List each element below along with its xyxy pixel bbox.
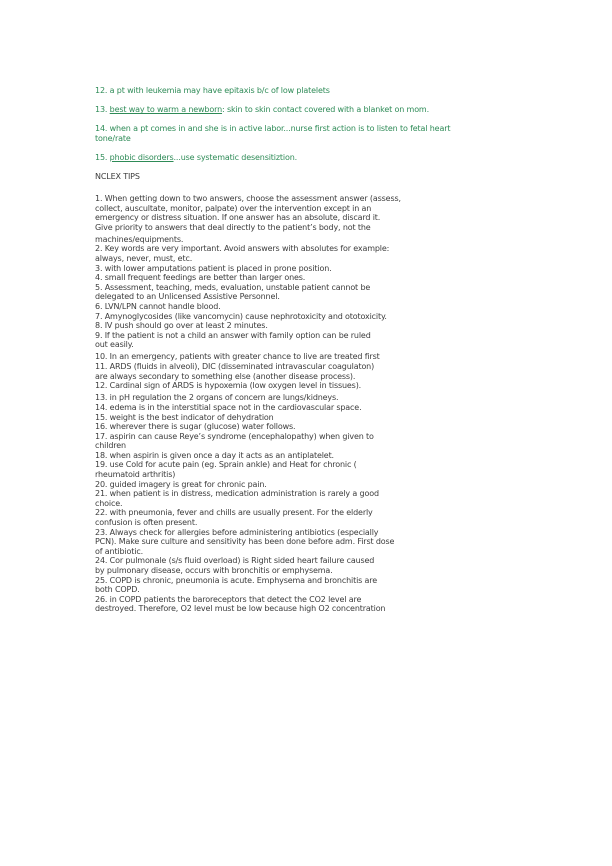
tip-line: 5. Assessment, teaching, meds, evaluation, unstable patient cannot be [95, 282, 371, 292]
tip-line: Give priority to answers that deal directly to the patient’s body, not the [95, 222, 371, 232]
text-segment: 15. [95, 153, 110, 163]
tip-line: 12. Cardinal sign of ARDS is hypoxemia (low oxygen level in tissues). [95, 381, 362, 391]
tip-line: by pulmonary disease, occurs with bronchitis or emphysema. [95, 566, 333, 575]
tip-line: rheumatoid arthritis) [95, 470, 176, 480]
tip-line: collect, auscultate, monitor, palpate) over the intervention except in an [95, 203, 372, 213]
tip-line: PCN). Make sure culture and sensitivity has been done before adm. First dose [95, 537, 395, 547]
tip-line: 3. with lower amputations patient is placed in prone position. [95, 263, 332, 273]
text-segment: 14. when a pt comes in and she is in active labor...nurse first action is to listen to fetal heart [95, 124, 451, 134]
section-heading: NCLEX TIPS [95, 172, 140, 182]
intro-line [95, 105, 530, 115]
tip-line: 21. when patient is in distress, medication administration is rarely a good [95, 489, 379, 499]
tip-line: 7. Amynoglycosides (like vancomycin) cause nephrotoxicity and ototoxicity. [95, 311, 387, 321]
intro-line [95, 134, 530, 144]
tip-line: always, never, must, etc. [95, 254, 193, 263]
text-segment: ...use systematic desensitiztion. [173, 153, 298, 163]
tip-line: emergency or distress situation. If one answer has an absolute, discard it. [95, 213, 381, 223]
tip-line: out easily. [95, 340, 134, 350]
tip-line: confusion is often present. [95, 518, 198, 528]
text-segment: : skin to skin contact covered with a blanket on mom. [222, 105, 429, 115]
tip-line: both COPD. [95, 585, 140, 595]
tip-line: 19. use Cold for acute pain (eg. Sprain ankle) and Heat for chronic ( [95, 460, 357, 470]
intro-line [95, 86, 530, 96]
tip-line: 25. COPD is chronic, pneumonia is acute. Emphysema and bronchitis are [95, 575, 378, 585]
tip-line: 15. weight is the best indicator of dehydration [95, 412, 274, 422]
text-segment: 13. [95, 105, 110, 115]
tips-list [95, 194, 530, 614]
intro-item [95, 86, 530, 96]
tip-line: 1. When getting down to two answers, choose the assessment answer (assess, [95, 193, 401, 203]
tip-line: 17. aspirin can cause Reye’s syndrome (encephalopathy) when given to [95, 431, 374, 441]
tip-line: are always secondary to something else (another disease process). [95, 371, 356, 381]
tip-line: delegated to an Unlicensed Assistive Personnel. [95, 292, 280, 302]
tip-line: destroyed. Therefore, O2 level must be low because high O2 concentration [95, 604, 386, 614]
text-segment: tone/rate [95, 133, 131, 143]
intro-section [95, 86, 530, 163]
document-content [95, 86, 530, 614]
tip-line: 22. with pneumonia, fever and chills are usually present. For the elderly [95, 508, 373, 518]
tip-line: 10. In an emergency, patients with greater chance to live are treated first [95, 352, 380, 362]
tip-line: choice. [95, 498, 123, 508]
tip-line: 20. guided imagery is great for chronic pain. [95, 479, 267, 489]
tip-line: 6. LVN/LPN cannot handle blood. [95, 301, 221, 311]
tip-line: 4. small frequent feedings are better than larger ones. [95, 273, 306, 283]
intro-item [95, 124, 530, 143]
intro-item [95, 105, 530, 115]
tip-line: 13. in pH regulation the 2 organs of concern are lungs/kidneys. [95, 393, 339, 403]
underlined-text: best way to warm a newborn [109, 105, 223, 115]
tip-line: 11. ARDS (fluids in alveoli), DIC (disseminated intravascular coagulaton) [95, 362, 375, 372]
tip-line: 26. in COPD patients the baroreceptors that detect the CO2 level are [95, 594, 362, 604]
text-segment: 12. a pt with leukemia may have epitaxis b/c of low platelets [95, 86, 330, 95]
intro-line [95, 153, 530, 163]
underlined-text: phobic disorders [109, 153, 174, 163]
tip-line: 9. If the patient is not a child an answer with family option can be ruled [95, 330, 371, 340]
tip-line: 2. Key words are very important. Avoid answers with absolutes for example: [95, 244, 390, 254]
tip-line: 24. Cor pulmonale (s/s fluid overload) is Right sided heart failure caused [95, 556, 375, 566]
tip-line: 8. IV push should go over at least 2 minutes. [95, 321, 268, 331]
tip-line: 18. when aspirin is given once a day it acts as an antiplatelet. [95, 450, 334, 460]
intro-line [95, 124, 530, 134]
tip-line: children [95, 441, 126, 451]
tip-line: 23. Always check for allergies before administering antibiotics (especially [95, 527, 379, 537]
tip-line: 14. edema is in the interstitial space not in the cardiovascular space. [95, 402, 362, 412]
tip-line: machines/equipments. [95, 234, 184, 244]
tip-line: 16. wherever there is sugar (glucose) water follows. [95, 422, 296, 432]
tip-line: of antibiotic. [95, 546, 143, 556]
intro-item [95, 153, 530, 163]
